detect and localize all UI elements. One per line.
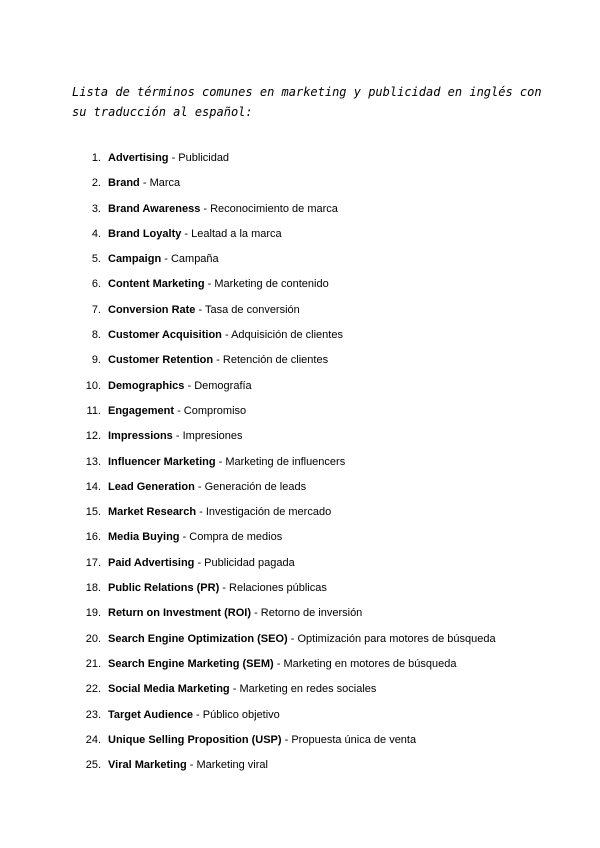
term-separator: - [194,480,205,493]
spanish-translation: Adquisición de clientes [231,329,343,342]
spanish-translation: Retención de clientes [222,354,329,367]
list-item [79,376,496,401]
spanish-translation: Marketing en motores de búsqueda [283,657,457,670]
spanish-translation: Investigación de mercado [205,506,332,519]
list-item [79,350,496,375]
item-number: 1. [91,152,101,164]
spanish-translation: Generación de leads [204,480,307,493]
list-item [79,502,496,527]
english-term: Brand Awareness [108,202,201,215]
spanish-translation: Publicidad pagada [204,556,295,569]
spanish-translation: Marketing viral [196,759,268,772]
item-number: 7. [91,303,101,316]
list-item [79,553,496,578]
spanish-translation: Relaciones públicas [229,582,327,595]
list-item [79,654,496,679]
spanish-translation: Demografía [194,379,252,392]
item-number: 14. [85,480,101,493]
spanish-translation: Marketing en redes sociales [239,683,377,696]
list-item [79,148,496,173]
term-separator: - [181,227,192,240]
list-item [79,452,496,477]
list-item [79,173,496,198]
term-separator: - [200,202,211,215]
list-item [79,730,496,755]
list-item [79,679,496,704]
english-term: Demographics [108,379,185,392]
item-number: 12. [85,430,101,443]
english-term: Search Engine Optimization (SEO) [108,632,288,645]
list-item [79,477,496,502]
term-separator: - [174,404,184,417]
terms-list [79,148,496,780]
english-term: Return on Investment (ROI) [108,607,252,620]
item-number: 21. [85,657,101,670]
english-term: Engagement [108,404,175,417]
list-item [79,249,496,274]
spanish-translation: Impresiones [182,430,243,443]
term-separator: - [221,329,232,342]
item-number: 6. [91,278,101,291]
term-separator: - [287,632,298,645]
english-term: Search Engine Marketing (SEM) [108,657,274,670]
term-separator: - [215,455,226,468]
list-item [79,401,496,426]
spanish-translation: Lealtad a la marca [191,227,282,240]
spanish-translation: Público objetivo [202,708,280,721]
term-separator: - [281,733,292,746]
term-separator: - [219,582,230,595]
item-number: 4. [91,227,101,240]
item-number: 18. [85,582,101,595]
list-item [79,274,496,299]
spanish-translation: Compra de medios [189,531,283,544]
english-term: Conversion Rate [108,303,196,316]
item-number: 10. [85,379,101,392]
term-separator: - [273,657,284,670]
english-term: Public Relations (PR) [108,582,220,595]
english-term: Market Research [108,506,197,519]
english-term: Viral Marketing [108,759,187,772]
list-item [79,426,496,451]
spanish-translation: Reconocimiento de marca [210,202,338,215]
item-number: 11. [86,404,101,417]
list-item [79,300,496,325]
item-number: 22. [85,683,101,696]
english-term: Impressions [108,430,173,443]
item-number: 8. [91,329,101,342]
item-number: 3. [91,202,101,215]
spanish-translation: Propuesta única de venta [291,733,417,746]
term-separator: - [195,303,205,316]
list-item [79,199,496,224]
term-separator: - [196,506,206,519]
english-term: Social Media Marketing [108,683,230,696]
term-separator: - [184,379,195,392]
list-item [79,629,496,654]
list-item [79,527,496,552]
english-term: Advertising [108,152,169,164]
english-term: Unique Selling Proposition (USP) [108,733,282,746]
spanish-translation: Campaña [170,253,219,266]
spanish-translation: Marca [149,177,181,190]
term-separator: - [179,531,190,544]
term-separator: - [213,354,223,367]
item-number: 23. [85,708,101,721]
item-number: 2. [91,177,101,190]
spanish-translation: Compromiso [183,404,247,417]
english-term: Paid Advertising [108,556,195,569]
intro-paragraph: Lista de términos comunes en marketing y publicidad en inglés con su traducción al español: [72,85,542,119]
item-number: 15. [85,506,101,519]
english-term: Lead Generation [108,480,195,493]
item-number: 20. [85,632,101,645]
list-item [79,224,496,249]
list-item [79,755,496,780]
list-item [79,325,496,350]
spanish-translation: Tasa de conversión [205,303,300,316]
english-term: Influencer Marketing [108,455,216,468]
spanish-translation: Publicidad [178,152,230,164]
english-term: Content Marketing [108,278,205,291]
item-number: 9. [91,354,101,367]
english-term: Brand [108,177,140,190]
english-term: Customer Retention [108,354,214,367]
spanish-translation: Marketing de contenido [214,278,329,291]
english-term: Target Audience [108,708,193,721]
item-number: 13. [85,455,101,468]
item-number: 19. [85,607,101,620]
spanish-translation: Retorno de inversión [260,607,363,620]
english-term: Brand Loyalty [108,227,182,240]
term-separator: - [139,177,150,190]
spanish-translation: Marketing de influencers [225,455,346,468]
list-item [79,578,496,603]
english-term: Media Buying [108,531,180,544]
list-item [79,603,496,628]
term-separator: - [192,708,203,721]
term-separator: - [204,278,215,291]
term-separator: - [172,430,183,443]
term-separator: - [161,253,171,266]
term-separator: - [186,759,197,772]
item-number: 25. [85,759,101,772]
english-term: Customer Acquisition [108,329,222,342]
spanish-translation: Optimización para motores de búsqueda [297,632,496,645]
english-term: Campaign [108,253,162,266]
item-number: 17. [85,556,101,569]
term-separator: - [251,607,261,620]
item-number: 5. [91,253,101,266]
item-number: 24. [85,733,101,746]
list-item [79,705,496,730]
item-number: 16. [85,531,101,544]
term-separator: - [229,683,240,696]
term-separator: - [194,556,205,569]
term-separator: - [168,152,179,164]
